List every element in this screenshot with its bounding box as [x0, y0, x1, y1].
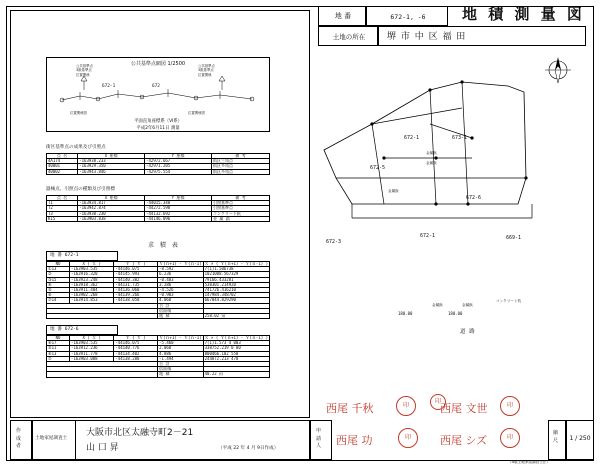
table-cell: -44146.075 — [114, 267, 158, 272]
area-label: 倍面積 — [158, 308, 204, 313]
applicant-name-2: 西尾 文世 — [440, 402, 488, 415]
table-cell: -44140.776 — [114, 346, 158, 351]
table-b-caption: 地 番 672-6 — [50, 327, 79, 332]
network-label-left: 672-1 — [102, 84, 116, 89]
table-cell: -163912.236 — [70, 346, 114, 351]
surveyor-name: 山 口 昇 — [86, 443, 119, 453]
area-label: 倍面積 — [158, 367, 204, 372]
applicant-name-3: 西尾 功 — [336, 434, 373, 447]
table-a-caption: 地 番 672-1 — [50, 253, 79, 258]
table-cell: -163914.853 — [70, 298, 114, 303]
table-header-cell: 備 考 — [212, 196, 270, 201]
network-left-note: 公共基準点 3級基準点 位置関係 — [76, 64, 93, 77]
table-cell: -42971.205 — [145, 164, 212, 169]
table-cell: 147984.348702 — [203, 293, 269, 298]
seal-stamp-2: 印 — [500, 396, 520, 416]
table-result-row — [47, 372, 270, 377]
table-cell: 6.236 — [158, 272, 204, 277]
table-header-cell: Y 座標 — [145, 196, 212, 201]
table-cell: -1.494 — [158, 356, 204, 361]
table-cell: -163930.230 — [78, 211, 145, 216]
table-cell: ①13 — [47, 267, 70, 272]
map-parcel-label-672-1-top: 672-1 — [404, 135, 420, 141]
table-cell: -163943.846 — [78, 169, 145, 174]
table-header-cell: X ( Ｘ ) — [70, 336, 114, 341]
table-cell: -44272.598 — [145, 206, 212, 211]
table-cell: -163911.778 — [70, 351, 114, 356]
creation-date: （平成 22 年 4 月 9日作成） — [218, 446, 279, 451]
table-cell: -163918.362 — [70, 282, 114, 287]
table-cell: 4.886 — [158, 351, 204, 356]
seal-stamp-4: 印 — [500, 428, 520, 448]
table-cell: ⑤ — [47, 287, 70, 292]
chiban-value: 672-1, -6 — [390, 13, 426, 21]
table-cell: -163942.874 — [78, 206, 145, 211]
seal-stamp-surveyor: 印 — [430, 394, 446, 410]
reference-point-table — [46, 195, 270, 222]
table-header-cell: NO — [47, 336, 70, 341]
map-parcel-label-672-3: 672-3 — [326, 239, 342, 245]
table-cell: ⑥13 — [47, 351, 70, 356]
seal-stamp-3: 印 — [398, 428, 418, 448]
table-cell: -44145.993 — [114, 272, 158, 277]
table-cell: 338752.219 0 80 — [203, 346, 269, 351]
table-kijun-caption: 街区基準点の成果及び引照点 — [46, 145, 106, 150]
table-cell: -44146.075 — [114, 341, 158, 346]
table-cell: -44015.348 — [145, 201, 212, 206]
table-header-cell: Ｘ × ( Ｙ(ｎ+1) - Ｙ(ｎ-1) ) — [204, 261, 268, 266]
table-cell: 40002 — [47, 169, 78, 174]
table-header-cell: 点 名 — [47, 154, 78, 159]
table-cell: -44146.096 — [145, 216, 212, 221]
table-cell: 3.286 — [158, 282, 204, 287]
table-cell: -42972.667 — [145, 159, 212, 164]
table-cell: -0.483 — [158, 277, 204, 282]
table-cell: -44140.382 — [114, 277, 158, 282]
map-road-label: 道 路 — [460, 329, 476, 335]
area-calc-table-672-6 — [46, 335, 270, 378]
map-edge-label-5: 金属鋲 — [462, 303, 473, 307]
table-cell: -44138.288 — [114, 356, 158, 361]
map-parcel-label-672-6: 672-6 — [466, 195, 482, 201]
table-cell: 4.068 — [158, 298, 204, 303]
map-parcel-label-672-5: 672-5 — [370, 165, 386, 171]
parcel-map — [312, 28, 588, 258]
table-cell: -44138.058 — [114, 298, 158, 303]
table-cell: -163903.088 — [70, 356, 114, 361]
table-cell: -163934.817 — [78, 201, 145, 206]
table-header-cell: X 座標 — [78, 196, 145, 201]
table-cell: ③15 — [47, 277, 70, 282]
table-cell: 1021008.567329 — [203, 272, 269, 277]
table-cell: ④ — [47, 282, 70, 287]
network-bottom-line2: 平成2年6月11日 測量 — [136, 126, 180, 131]
table-cell: 800466.102 550 — [203, 351, 269, 356]
table-header-cell: Y 座標 — [145, 154, 212, 159]
table-cell: 街区多角点 — [212, 169, 270, 174]
table-cell: ⑦14 — [47, 298, 70, 303]
menseki-label: 求 積 表 — [148, 242, 180, 249]
table-cell: ⑦ — [47, 356, 70, 361]
table-cell — [47, 372, 158, 377]
applicant-name-1: 西尾 千秋 — [326, 402, 374, 415]
map-parcel-label-673-1: 673-1 — [452, 135, 468, 141]
table-cell: T3 — [47, 211, 78, 216]
network-label-right: 672 — [152, 84, 160, 89]
map-edge-label-2: 金属鋲 — [426, 161, 437, 165]
surveyor-label: 土地家屋調査士 — [35, 436, 68, 441]
network-sub-right: 位置関係図 — [188, 111, 205, 115]
table-cell: -8.592 — [158, 267, 204, 272]
network-sub-left: 位置関係図 — [70, 111, 87, 115]
table-result-row — [47, 313, 270, 318]
table-cell: -0.903 — [158, 293, 204, 298]
table-row — [47, 169, 270, 174]
table-cell: 金 属 鋲 — [212, 216, 270, 221]
scale-label: 縮 尺 — [553, 430, 559, 444]
table-cell: 79166.433281 — [203, 277, 269, 282]
table-cell: -42975.554 — [145, 169, 212, 174]
table-cell: -163938.233 — [78, 159, 145, 164]
scale-value: 1 / 250 — [569, 435, 591, 442]
table-header-cell: NO — [47, 262, 70, 267]
table-cell: -5.460 — [158, 341, 204, 346]
network-right-note: 公共基準点 3級基準点 位置関係 — [198, 64, 215, 77]
map-edge-label-4: 金属鋲 — [432, 303, 443, 307]
table-header-cell: 備 考 — [212, 154, 270, 159]
table-cell: -44136.060 — [114, 287, 158, 292]
table-cell: -163916.320 — [70, 272, 114, 277]
table-cell: ⑤11 — [47, 346, 70, 351]
table-header-cell: Ｙ ( Ｙ ) — [114, 262, 158, 267]
table-cell: -4.526 — [158, 287, 204, 292]
table-header-cell: Ｙ(ｎ+1) - Ｙ(ｎ-1) — [159, 261, 202, 266]
control-point-table — [46, 153, 270, 175]
map-parcel-label-672-1-mid: 672-1 — [420, 233, 436, 239]
map-edge-label-1: 金属鋲 — [426, 151, 437, 155]
table-header-cell: 点 名 — [47, 196, 78, 201]
map-dim-label-1: 180.00 — [398, 311, 413, 316]
result-value: 40.22 ㎡ — [203, 372, 269, 377]
table-cell: T1 — [47, 201, 78, 206]
table-cell: 引照基準点 — [212, 201, 270, 206]
chiban-label: 地 番 — [334, 12, 352, 20]
table-cell: -163903.535 — [70, 341, 114, 346]
table-header-cell: X 座標 — [78, 154, 145, 159]
table-cell: 40001 — [47, 164, 78, 169]
table-cell: -163902.268 — [70, 293, 114, 298]
table-cell: -163923.248 — [70, 277, 114, 282]
map-edge-label-3: 金属鋲 — [388, 189, 399, 193]
table-cell: -163903.838 — [78, 216, 145, 221]
result-value: 258.02 ㎡ — [203, 313, 269, 318]
table-cell: 7(1)1.506738 — [203, 267, 269, 272]
table-header-cell: Ｙ ( Ｙ ) — [114, 336, 158, 341]
map-parcel-label-669-1: 669-1 — [506, 235, 522, 241]
table-cell: 538301.214920 — [203, 282, 269, 287]
applicant-label: 申 請 人 — [316, 428, 322, 449]
table-cell: 244872.213 470 — [203, 356, 269, 361]
network-bottom-line1: 平面直角座標系（Ⅵ系） — [134, 119, 182, 124]
table-cell: 7(1)1.573 4 003 — [203, 341, 269, 346]
table-row — [47, 216, 270, 221]
table-cell: 741726.416210 — [203, 287, 269, 292]
table-cell: -44132.692 — [145, 211, 212, 216]
table-kijun2-caption: 器械点、引照点の種類及び引照標 — [46, 187, 115, 192]
table-cell — [47, 313, 158, 318]
table-cell: T2 — [47, 206, 78, 211]
table-cell: 4A174 — [47, 159, 78, 164]
table-header-cell: X ( Ｘ ) — [70, 262, 114, 267]
table-cell: K15 — [47, 216, 78, 221]
applicant-name-4: 西尾 シズ — [440, 434, 488, 447]
bottom-note: （A版土地家屋調査士法） — [508, 460, 550, 464]
table-cell: ② — [47, 272, 70, 277]
table-cell: コンクリート杭 — [212, 211, 270, 216]
table-cell: ④17 — [47, 341, 70, 346]
result-label: 地 積 — [158, 313, 204, 318]
total-label: 合 計 — [158, 361, 204, 366]
control-network-title: 公共基準点網図 1/2500 — [130, 61, 186, 67]
table-cell: ⑥ — [47, 293, 70, 298]
table-cell: 引照基準点 — [212, 206, 270, 211]
table-cell: -163911.404 — [70, 287, 114, 292]
maker-label: 作 成 者 — [16, 428, 22, 449]
table-cell: -163903.535 — [70, 267, 114, 272]
table-cell: -44134.402 — [114, 351, 158, 356]
total-label: 合 計 — [158, 303, 204, 308]
area-calc-table-672-1 — [46, 261, 270, 319]
seal-stamp-1: 印 — [396, 396, 416, 416]
table-cell: -44139.266 — [114, 293, 158, 298]
north-arrow — [545, 57, 571, 83]
surveyor-address: 大阪市北区太融寺町2－21 — [86, 428, 194, 438]
map-dim-label-2: 180.00 — [448, 311, 463, 316]
table-cell: -163929.350 — [78, 164, 145, 169]
shozai-value: 堺 市 中 区 福 田 — [387, 32, 467, 42]
map-edge-label-6: コンクリート杭 — [496, 299, 522, 303]
table-header-cell: Ｙ(ｎ+1) - Ｙ(ｎ-1) — [159, 335, 202, 340]
table-header-cell: Ｘ × ( Ｙ(ｎ+1) - Ｙ(ｎ-1) ) — [204, 335, 268, 340]
table-cell: 2.068 — [158, 346, 204, 351]
table-cell: 667044.829290 — [203, 298, 269, 303]
table-cell: 街区三角点 — [212, 159, 270, 164]
table-cell: -44131.735 — [114, 282, 158, 287]
result-label: 地 積 — [158, 372, 204, 377]
table-cell: 街区多角点 — [212, 164, 270, 169]
shozai-label: 土地の所在 — [332, 33, 366, 41]
page-title: 地 積 測 量 図 — [462, 5, 585, 23]
